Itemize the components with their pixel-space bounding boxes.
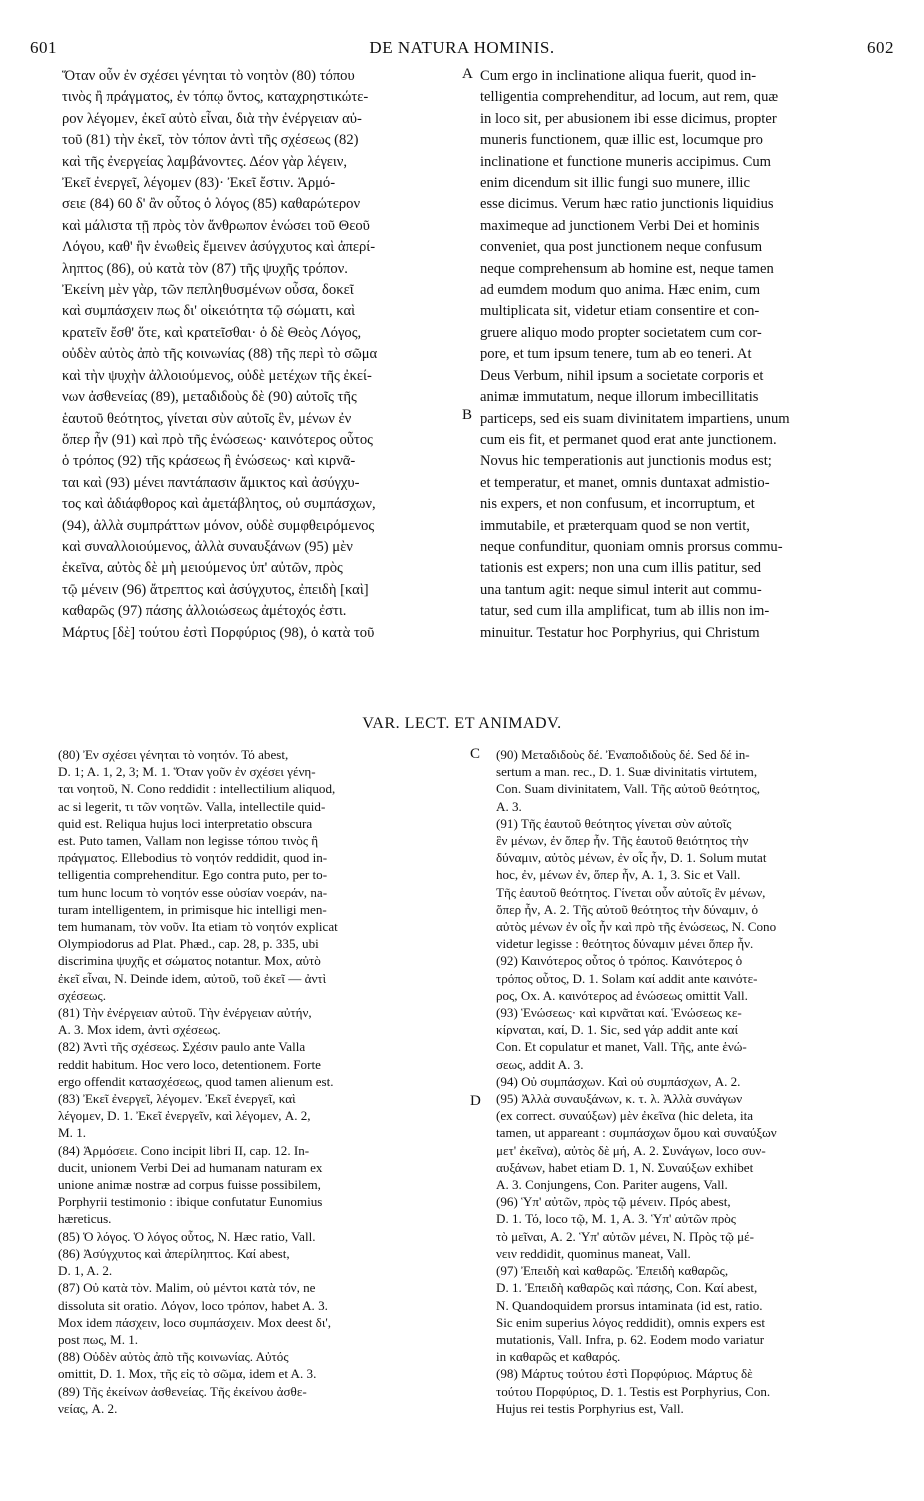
notes-right-column	[496, 746, 894, 1417]
greek-line: Ἐκείνη μὲν γὰρ, τῶν πεπληθυσμένων οὖσα, δοκεῖ	[62, 282, 354, 299]
latin-line: minuitur. Testatur hoc Porphyrius, qui Christum	[480, 624, 760, 641]
greek-line: καθαρῶς (97) πάσης ἀλλοιώσεως ἀμέτοχός ἐστι.	[62, 603, 347, 620]
note-line: ἓν μένων, ἐν ὅπερ ἦν. Τῆς ἑαυτοῦ θειότητος τὴν	[496, 833, 749, 849]
greek-line: Ὅταν οὖν ἐν σχέσει γένηται τὸ νοητὸν (80) τόπου	[62, 68, 355, 84]
note-line: (88) Οὐδὲν αὐτὸς ἀπὸ τῆς κοινωνίας. Αὐτός	[58, 1349, 289, 1365]
greek-line: καὶ συμπάσχειν πως δι' οἰκειότητα τῷ σώματι, καὶ	[62, 303, 356, 320]
latin-line: cum eis fit, et permanet quod erat ante junctionem.	[480, 431, 777, 448]
page-number-right: 602	[867, 38, 894, 57]
note-line: Olympiodorus ad Plat. Phæd., cap. 28, p. 335, ubi	[58, 936, 319, 952]
note-line: (89) Τῆς ἐκείνων ἀσθενείας. Τῆς ἐκείνου ἀσθε-	[58, 1383, 307, 1399]
note-line: (85) Ὁ λόγος. Ὁ λόγος οὗτος, N. Hæc ratio, Vall.	[58, 1228, 316, 1244]
greek-text-column	[62, 66, 460, 644]
note-line: μετ' ἐκεῖνα), αὐτὸς δὲ μή, A. 2. Συνάγων, loco συν-	[496, 1142, 766, 1158]
latin-line: una tantum agit: neque simul interit aut commu-	[480, 581, 762, 598]
note-line: τὸ μεῖναι, A. 2. Ὑπ' αὐτῶν μένει, N. Πρὸς τῷ μέ-	[496, 1228, 755, 1244]
note-line: D. 1. Ἐπειδὴ καθαρῶς καὶ πάσης, Con. Καί abest,	[496, 1280, 758, 1296]
note-line: (91) Τῆς ἑαυτοῦ θεότητος γίνεται σὺν αὐτοῖς	[496, 815, 732, 831]
latin-line: Cum ergo in inclinatione aliqua fuerit, quod in-	[480, 68, 757, 84]
note-line: ὅπερ ἦν, A. 2. Τῆς αὐτοῦ θεότητος τὴν δύναμιν, ὁ	[496, 901, 759, 917]
note-line: Porphyrii testimonio : ibique confutatur Eunomius	[58, 1194, 323, 1210]
latin-line: neque comprehensum ab homine est, neque tamen	[480, 260, 774, 277]
note-line: ac si legerit, τι τῶν νοητῶν. Valla, intellectile quid-	[58, 798, 326, 814]
note-line: (92) Καινότερος οὗτος ὁ τρόπος. Καινότερος ὁ	[496, 953, 743, 969]
greek-line: τῷ μένειν (96) ἄτρεπτος καὶ ἀσύγχυτος, ἐπειδὴ [καὶ]	[62, 581, 369, 598]
note-line: est. Puto tamen, Vallam non legisse τόπου τινὸς ἢ	[58, 833, 319, 849]
note-line: (97) Ἐπειδὴ καὶ καθαρῶς. Ἐπειδὴ καθαρῶς,	[496, 1263, 729, 1279]
note-line: (ex correct. συναύξων) μὲν ἐκεῖνα (hic deleta, ita	[496, 1108, 754, 1124]
latin-line: et temperatur, et manet, omnis duntaxat admistio-	[480, 474, 770, 491]
note-line: τρόπος οὗτος, D. 1. Solam καί addit ante καινότε-	[496, 970, 758, 986]
greek-line: καὶ συναλλοιούμενος, ἀλλὰ συναυξάνων (95) μὲν	[62, 538, 353, 555]
latin-line: neque confunditur, quoniam omnis prorsus commu-	[480, 538, 783, 555]
greek-line: (94), ἀλλὰ συμπράττων μόνον, οὐδὲ συμφθειρόμενος	[62, 517, 375, 534]
note-line: A. 3. Conjungens, Con. Pariter augens, Vall.	[496, 1177, 728, 1193]
latin-line: tationis est expers; non una cum illis patitur, sed	[480, 560, 762, 577]
greek-line: ρον λέγομεν, ἐκεῖ αὐτὸ εἶναι, διὰ τὴν ἐνέργειαν αὐ-	[62, 110, 362, 127]
latin-line: gruere aliquo modo propter societatem cum cor-	[480, 324, 762, 341]
note-line: mutationis, Vall. Infra, p. 62. Eodem modo variatur	[496, 1331, 765, 1347]
greek-line: σειε (84) 60 δ' ἂν οὗτος ὁ λόγος (85) καθαρώτερον	[62, 196, 361, 213]
greek-line: Λόγου, καθ' ἣν ἑνωθεὶς ἔμεινεν ἀσύγχυτος καὶ ἀπερί-	[62, 239, 376, 256]
note-line: Sic enim superius λόγος reddidit), omnis expers est	[496, 1314, 765, 1330]
note-line: reddit habitum. Hoc vero loco, detentionem. Forte	[58, 1056, 321, 1072]
note-line: (80) Ἐν σχέσει γένηται τὸ νοητόν. Τό abest,	[58, 747, 289, 762]
note-line: tem humanam, τὸν νοῦν. Ita etiam τὸ νοητόν explicat	[58, 919, 338, 935]
note-line: (82) Ἀντὶ τῆς σχέσεως. Σχέσιν paulo ante Valla	[58, 1039, 306, 1055]
greek-line: ὅπερ ἦν (91) καὶ πρὸ τῆς ἑνώσεως· καινότερος οὗτος	[62, 431, 373, 448]
running-header	[30, 38, 894, 62]
greek-line: ληπτος (86), οὐ κατὰ τὸν (87) τῆς ψυχῆς τρόπον.	[62, 260, 348, 277]
latin-line: immutabile, et præterquam quod se non vertit,	[480, 517, 750, 534]
note-line: omittit, D. 1. Mox, τῆς εἰς τὸ σῶμα, idem et A. 3.	[58, 1366, 317, 1382]
note-line: hoc, ἐν, μένων ἐν, ὅπερ ἦν, A. 1, 3. Sic et Vall.	[496, 867, 741, 883]
note-line: dissoluta sit oratio. Λόγον, loco τρόπον, habet A. 3.	[58, 1297, 328, 1313]
note-line: (90) Μεταδιδοὺς δέ. Ἐναποδιδοὺς δέ. Sed δέ in-	[496, 747, 750, 762]
latin-line: esse dicimus. Verum hæc ratio junctionis liquidius	[480, 196, 774, 213]
greek-line: καὶ τῆς ἐνεργείας λαμβάνοντες. Δέον γὰρ λέγειν,	[62, 153, 347, 170]
latin-line: pore, et tum ipsum tenere, tum ab eo teneri. At	[480, 346, 752, 363]
margin-letter-b: B	[462, 407, 473, 423]
greek-line: νων ἀσθενείας (89), μεταδιδοὺς δὲ (90) αὐτοῖς τῆς	[62, 389, 357, 406]
note-line: αυξάνων, habet etiam D. 1, N. Συναύξων exhibet	[496, 1159, 754, 1175]
note-line: Con. Suam divinitatem, Vall. Τῆς αὐτοῦ θεότητος,	[496, 781, 760, 797]
note-line: τούτου Πορφύριος, D. 1. Testis est Porphyrius, Con.	[496, 1383, 771, 1399]
note-line: ται νοητοῦ, N. Cono reddidit : intellectilium aliquod,	[58, 781, 336, 797]
note-line: D. 1, A. 2.	[58, 1263, 113, 1279]
greek-line: κρατεῖν ἔσθ' ὅτε, καὶ κρατεῖσθαι· ὁ δὲ Θεὸς Λόγος,	[62, 324, 362, 341]
note-line: (98) Μάρτυς τούτου ἐστὶ Πορφύριος. Μάρτυς δὲ	[496, 1366, 753, 1382]
note-line: (81) Τὴν ἐνέργειαν αὐτοῦ. Τὴν ἐνέργειαν αὐτήν,	[58, 1005, 312, 1021]
section-title: VAR. LECT. ET ANIMADV.	[362, 715, 562, 732]
latin-line: animæ immutatum, neque illorum imbecillitatis	[480, 389, 759, 406]
note-line: νείας, A. 2.	[58, 1400, 118, 1416]
latin-line: muneris functionem, quæ illic est, locumque pro	[480, 132, 763, 149]
note-line: (93) Ἑνώσεως· καὶ κιρνᾶται καί. Ἑνώσεως κε-	[496, 1005, 742, 1021]
latin-line: maximeque ad junctionem Verbi Dei et hominis	[480, 217, 760, 234]
note-line: discrimina ψυχῆς et σώματος notantur. Mox, αὐτὸ	[58, 953, 321, 969]
latin-line: conveniet, qua post junctionem neque confusum	[480, 239, 763, 256]
note-line: ἐκεῖ εἶναι, N. Deinde idem, αὐτοῦ, τοῦ ἐκεῖ — ἀντὶ	[58, 970, 327, 986]
note-line: A. 3.	[496, 798, 522, 814]
note-line: (95) Ἀλλὰ συναυξάνων, κ. τ. λ. Ἀλλὰ συνάγων	[496, 1091, 743, 1107]
greek-line: τινὸς ἢ πράγματος, ἐν τόπῳ ὄντος, καταχρηστικώτε-	[62, 89, 369, 106]
note-line: tamen, ut appareant : συμπάσχων ὅμου καὶ συναύξων	[496, 1125, 777, 1141]
greek-line: τος καὶ ἀδιάφθορος καὶ ἀμετάβλητος, οὐ συμπάσχων,	[62, 496, 376, 513]
note-line: λέγομεν, D. 1. Ἐκεῖ ἐνεργεῖν, καὶ λέγομεν, A. 2,	[58, 1108, 311, 1124]
latin-line: Deus Verbum, nihil ipsum a societate corporis et	[480, 367, 764, 384]
greek-line: ἑαυτοῦ θεότητος, γίνεται σὺν αὐτοῖς ἓν, μένων ἐν	[62, 410, 352, 427]
note-line: ergo offendit κατασχέσεως, quod tamen alienum est.	[58, 1073, 334, 1089]
note-line: πράγματος. Ellebodius τὸ νοητόν reddidit, quod in-	[58, 850, 328, 866]
note-line: αὐτὸς μένων ἐν οἷς ἦν καὶ πρὸ τῆς ἑνώσεως, N. Cono	[496, 919, 777, 935]
latin-line: ad eumdem modum quo anima. Hæc enim, cum	[480, 282, 761, 299]
greek-line: ἐκεῖνα, αὐτὸς δὲ μὴ μειούμενος ὑπ' αὐτῶν, πρὸς	[62, 560, 343, 577]
greek-line: οὐδὲν αὐτὸς ἀπὸ τῆς κοινωνίας (88) τῆς περὶ τὸ σῶμα	[62, 346, 378, 363]
margin-letter-a: A	[462, 66, 473, 82]
note-line: post πως, M. 1.	[58, 1331, 139, 1347]
latin-line: multiplicata sit, videtur etiam consentire et con-	[480, 303, 760, 320]
note-line: Hujus rei testis Porphyrius est, Vall.	[496, 1400, 684, 1416]
greek-line: ται καὶ (93) μένει παντάπασιν ἄμικτος καὶ ἀσύγχυ-	[62, 474, 360, 491]
note-line: (96) Ὑπ' αὐτῶν, πρὸς τῷ μένειν. Πρός abest,	[496, 1194, 731, 1210]
greek-line: Ἐκεῖ ἐνεργεῖ, λέγομεν (83)· Ἐκεῖ ἔστιν. Ἁρμό-	[62, 175, 336, 192]
page-number-left: 601	[30, 38, 57, 57]
latin-line: tatur, sed cum illa amplificat, tum ab illis non im-	[480, 603, 770, 620]
latin-line: in loco sit, per abusionem ibi esse dicimus, propter	[480, 110, 777, 127]
note-line: sertum a man. rec., D. 1. Suæ divinitatis virtutem,	[496, 764, 758, 780]
note-line: (83) Ἐκεῖ ἐνεργεῖ, λέγομεν. Ἐκεῖ ἐνεργεῖ, καὶ	[58, 1091, 296, 1107]
note-line: ducit, unionem Verbi Dei ad humanam naturam ex	[58, 1159, 323, 1175]
latin-text-column	[480, 66, 890, 644]
note-line: unione animæ nostræ ad corpus fuisse possibilem,	[58, 1177, 321, 1193]
note-line: tum hunc locum τὸ νοητόν esse οὐσίαν νοεράν, na-	[58, 884, 328, 900]
note-line: σεως, addit A. 3.	[496, 1056, 584, 1072]
page-title: DE NATURA HOMINIS.	[369, 38, 555, 57]
note-line: (87) Οὐ κατὰ τὸν. Malim, οὐ μέντοι κατὰ τόν, ne	[58, 1280, 316, 1296]
note-line: A. 3. Mox idem, ἀντὶ σχέσεως.	[58, 1022, 221, 1038]
note-line: (94) Οὐ συμπάσχων. Καὶ οὐ συμπάσχων, A. 2.	[496, 1073, 741, 1089]
note-line: D. 1; A. 1, 2, 3; M. 1. Ὅταν γοῦν ἐν σχέσει γένη-	[58, 764, 316, 780]
note-line: δύναμιν, αὐτὸς μένων, ἐν οἷς ἦν, D. 1. Solum mutat	[496, 850, 767, 866]
latin-line: Novus hic temperationis aut junctionis modus est;	[480, 453, 772, 470]
notes-left-column	[58, 746, 466, 1417]
note-line: ρος, Ox. A. καινότερος ad ἑνώσεως omittit Vall.	[496, 987, 748, 1003]
note-line: turam intelligentem, in primisque hic intelligi men-	[58, 901, 327, 917]
note-line: κίρναται, καί, D. 1. Sic, sed γάρ addit ante καί	[496, 1022, 738, 1038]
latin-line: particeps, sed eis suam divinitatem impartiens, unum	[480, 410, 790, 427]
margin-letter-c: C	[470, 746, 481, 762]
note-line: hæreticus.	[58, 1211, 112, 1227]
note-line: (86) Ἀσύγχυτος καὶ ἀπερίληπτος. Καί abest,	[58, 1245, 290, 1261]
note-line: M. 1.	[58, 1125, 87, 1141]
note-line: quid est. Reliqua hujus loci interpretatio obscura	[58, 815, 313, 831]
greek-line: καὶ μάλιστα τῇ πρὸς τὸν ἄνθρωπον ἑνώσει τοῦ Θεοῦ	[62, 217, 370, 234]
greek-line: ὁ τρόπος (92) τῆς κράσεως ἢ ἑνώσεως· καὶ κιρνᾶ-	[62, 453, 356, 470]
note-line: telligentia comprehenditur. Ego contra puto, per to-	[58, 867, 328, 883]
note-line: D. 1. Τό, loco τῷ, M. 1, A. 3. Ὑπ' αὐτῶν πρὸς	[496, 1211, 736, 1227]
note-line: Con. Et copulatur et manet, Vall. Τῆς, ante ἑνώ-	[496, 1039, 747, 1055]
latin-line: inclinatione et functione muneris accipimus. Cum	[480, 153, 771, 170]
greek-line: τοῦ (81) τὴν ἐκεῖ, τὸν τόπον ἀντὶ τῆς σχέσεως (82)	[62, 132, 359, 149]
note-line: Mox idem πάσχειν, loco συμπάσχειν. Mox deest δι',	[58, 1314, 332, 1330]
note-line: N. Quandoquidem prorsus intaminata (id est, ratio.	[496, 1297, 763, 1313]
note-line: (84) Ἁρμόσειε. Cono incipit libri II, cap. 12. In-	[58, 1142, 310, 1158]
latin-line: enim dicendum sit illic fungi suo munere, illic	[480, 175, 750, 192]
note-line: σχέσεως.	[58, 987, 107, 1003]
margin-letter-d: D	[470, 1093, 481, 1109]
note-line: videtur legisse : θεότητος δύναμιν μένει ὅπερ ἦν.	[496, 936, 754, 952]
note-line: in καθαρῶς et καθαρός.	[496, 1349, 621, 1365]
latin-line: nis expers, et non confusum, et incorruptum, et	[480, 496, 755, 513]
latin-line: telligentia comprehenditur, ad locum, aut rem, quæ	[480, 89, 779, 106]
greek-line: καὶ τὴν ψυχὴν ἀλλοιούμενος, οὐδὲ μετέχων τῆς ἐκεί-	[62, 367, 372, 384]
note-line: νειν reddidit, quominus maneat, Vall.	[496, 1245, 691, 1261]
note-line: Τῆς ἑαυτοῦ θεότητος. Γίνεται οὖν αὐτοῖς ἓν μένων,	[496, 884, 766, 900]
greek-line: Μάρτυς [δὲ] τούτου ἐστὶ Πορφύριος (98), ὁ κατὰ τοῦ	[62, 624, 375, 641]
